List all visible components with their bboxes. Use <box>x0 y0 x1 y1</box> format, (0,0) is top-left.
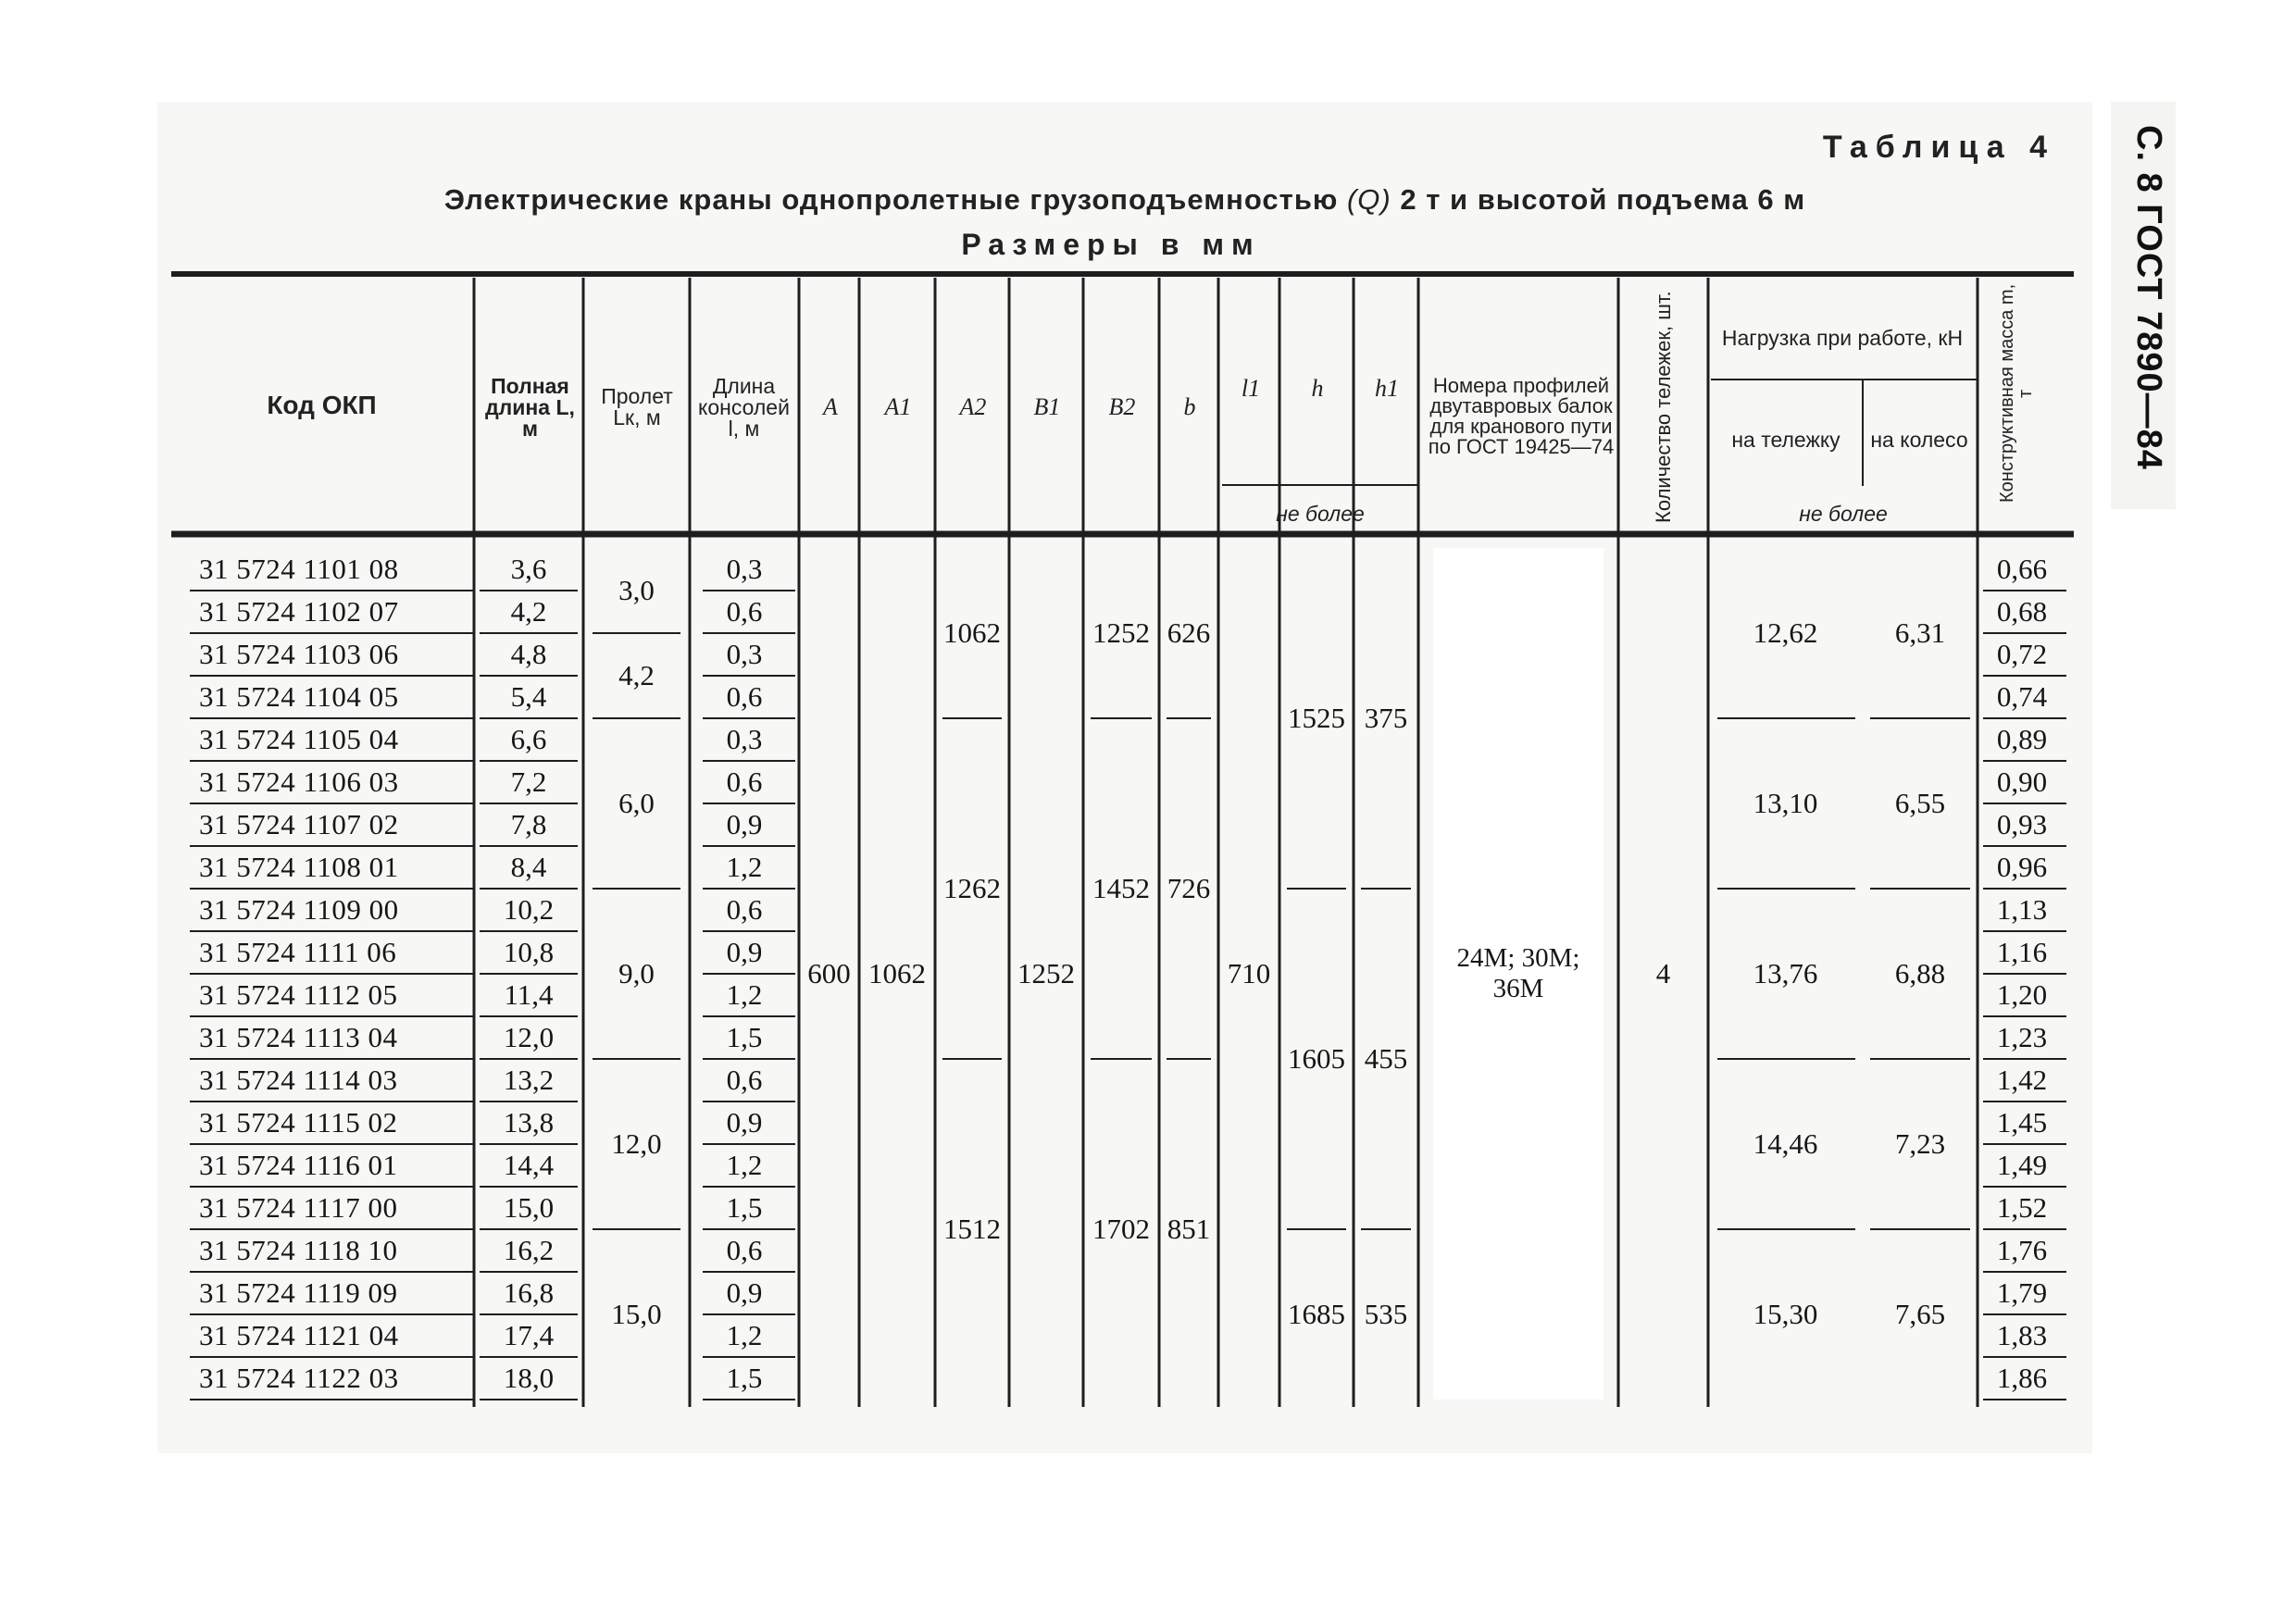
full-length-cell: 18,0 <box>503 1362 555 1394</box>
load-trolley-cell: 15,30 <box>1753 1298 1818 1331</box>
mass-cell: 1,16 <box>1996 936 2048 968</box>
full-length-cell: 11,4 <box>504 978 554 1011</box>
mass-cell: 1,83 <box>1996 1319 2048 1351</box>
header-trolleys: Количество тележек, шт. <box>1652 291 1675 523</box>
mass-cell: 0,90 <box>1996 765 2048 798</box>
h1-group-cell: 375 <box>1364 702 1408 735</box>
B2-group-cell: 1452 <box>1092 872 1150 905</box>
okp-code-cell: 31 5724 1116 01 <box>199 1149 398 1181</box>
mass-cell: 1,76 <box>1996 1234 2048 1266</box>
header-on-wheel: на колесо <box>1870 427 1968 452</box>
load-wheel-cell: 6,55 <box>1894 787 1946 820</box>
header-l1: l1 <box>1241 375 1261 402</box>
h1-group-cell: 455 <box>1364 1042 1408 1076</box>
mass-cell: 1,13 <box>1996 893 2048 926</box>
full-length-cell: 13,8 <box>503 1106 555 1139</box>
mass-cell: 0,72 <box>1996 638 2048 670</box>
full-length-cell: 7,8 <box>510 808 547 840</box>
header-A1: A1 <box>884 393 912 420</box>
okp-code-cell: 31 5724 1112 05 <box>199 978 398 1011</box>
header-span: Пролет Lк, м <box>601 384 673 429</box>
okp-code-cell: 31 5724 1117 00 <box>199 1191 398 1224</box>
load-wheel-cell: 6,88 <box>1894 957 1946 990</box>
okp-code-cell: 31 5724 1109 00 <box>199 893 399 926</box>
title-prefix: Электрические краны однопролетные грузоподъемностью <box>443 183 1339 216</box>
console-length-cell: 0,6 <box>726 893 763 926</box>
console-length-cell: 0,3 <box>726 553 763 585</box>
profiles-shared-cell: 24М; 30М; 36М <box>1433 548 1603 1400</box>
console-length-cell: 0,9 <box>726 808 763 840</box>
B2-group-cell: 1252 <box>1092 616 1150 650</box>
load-wheel-cell: 6,31 <box>1894 616 1946 650</box>
okp-code-cell: 31 5724 1106 03 <box>199 765 399 798</box>
header-h: h <box>1311 375 1324 402</box>
mass-cell: 1,86 <box>1996 1362 2048 1394</box>
load-trolley-cell: 12,62 <box>1753 616 1818 650</box>
mass-cell: 0,93 <box>1996 808 2048 840</box>
A-shared-cell: 600 <box>807 957 851 990</box>
okp-code-cell: 31 5724 1103 06 <box>199 638 399 670</box>
units-line: Размеры в мм <box>961 228 1261 261</box>
mass-cell: 1,23 <box>1996 1021 2048 1053</box>
span-group-cell: 6,0 <box>618 787 655 820</box>
load-trolley-cell: 13,76 <box>1753 957 1818 990</box>
okp-code-cell: 31 5724 1108 01 <box>199 851 399 883</box>
okp-code-cell: 31 5724 1121 04 <box>199 1319 399 1351</box>
span-group-cell: 3,0 <box>618 574 655 607</box>
l1-shared-cell: 710 <box>1227 957 1271 990</box>
console-length-cell: 1,2 <box>726 851 763 883</box>
okp-code-cell: 31 5724 1102 07 <box>199 595 399 628</box>
full-length-cell: 17,4 <box>503 1319 555 1351</box>
span-group-cell: 12,0 <box>611 1127 662 1161</box>
b-group-cell: 726 <box>1167 872 1211 905</box>
okp-code-cell: 31 5724 1107 02 <box>199 808 399 840</box>
mass-cell: 0,89 <box>1996 723 2048 755</box>
header-B1: B1 <box>1033 393 1061 420</box>
full-length-cell: 3,6 <box>510 553 547 585</box>
okp-code-cell: 31 5724 1101 08 <box>199 553 399 585</box>
mass-cell: 1,52 <box>1996 1191 2048 1224</box>
A2-group-cell: 1512 <box>943 1213 1001 1246</box>
load-trolley-cell: 14,46 <box>1753 1127 1818 1161</box>
console-length-cell: 0,6 <box>726 595 763 628</box>
header-B2: B2 <box>1108 393 1136 420</box>
A2-group-cell: 1262 <box>943 872 1001 905</box>
mass-cell: 0,96 <box>1996 851 2048 883</box>
full-length-cell: 4,8 <box>510 638 547 670</box>
mass-cell: 1,49 <box>1996 1149 2048 1181</box>
full-length-cell: 16,8 <box>503 1276 555 1309</box>
A1-shared-cell: 1062 <box>868 957 926 990</box>
console-length-cell: 1,5 <box>726 1191 763 1224</box>
console-length-cell: 1,2 <box>726 1319 763 1351</box>
header-max-note: не более <box>1276 501 1365 526</box>
load-wheel-cell: 7,65 <box>1894 1298 1946 1331</box>
b-group-cell: 626 <box>1167 616 1211 650</box>
load-trolley-cell: 13,10 <box>1753 787 1818 820</box>
full-length-cell: 5,4 <box>510 680 547 713</box>
full-length-cell: 15,0 <box>503 1191 555 1224</box>
B1-shared-cell: 1252 <box>1017 957 1075 990</box>
page-header: С. 8 ГОСТ 7890—84 <box>2129 125 2168 470</box>
console-length-cell: 0,3 <box>726 638 763 670</box>
okp-code-cell: 31 5724 1119 09 <box>199 1276 398 1309</box>
header-profiles: Номера профилей двутавровых балок для кранового пути по ГОСТ 19425—74 <box>1428 374 1615 458</box>
header-mass: Конструктивная масса m, т <box>1997 283 2036 504</box>
header-load-group: Нагрузка при работе, кН <box>1721 325 1964 350</box>
full-length-cell: 6,6 <box>510 723 547 755</box>
full-length-cell: 13,2 <box>503 1064 555 1096</box>
okp-code-cell: 31 5724 1104 05 <box>199 680 399 713</box>
console-length-cell: 1,5 <box>726 1021 763 1053</box>
console-length-cell: 0,6 <box>726 1064 763 1096</box>
B2-group-cell: 1702 <box>1092 1213 1150 1246</box>
header-on-trolley: на тележку <box>1731 427 1841 452</box>
header-load-note: не более <box>1799 501 1888 526</box>
header-full-length: Полная длина L, м <box>485 373 575 441</box>
trolleys-shared-cell: 4 <box>1655 957 1671 990</box>
mass-cell: 0,68 <box>1996 595 2048 628</box>
load-wheel-cell: 7,23 <box>1894 1127 1946 1161</box>
mass-cell: 1,79 <box>1996 1276 2048 1309</box>
full-length-cell: 10,2 <box>503 893 555 926</box>
mass-cell: 1,20 <box>1996 978 2048 1011</box>
console-length-cell: 0,9 <box>726 936 763 968</box>
full-length-cell: 10,8 <box>503 936 555 968</box>
title-suffix: 2 т и высотой подъема 6 м <box>1400 183 1806 216</box>
okp-code-cell: 31 5724 1105 04 <box>199 723 399 755</box>
h-group-cell: 1525 <box>1288 702 1345 735</box>
console-length-cell: 0,6 <box>726 765 763 798</box>
mass-cell: 0,74 <box>1996 680 2048 713</box>
console-length-cell: 1,2 <box>726 1149 763 1181</box>
okp-code-cell: 31 5724 1114 03 <box>199 1064 398 1096</box>
console-length-cell: 1,5 <box>726 1362 763 1394</box>
title-q: (Q) <box>1346 183 1391 216</box>
header-A2: A2 <box>959 393 987 420</box>
header-console: Длина консолей l, м <box>698 373 790 441</box>
header-b: b <box>1183 393 1196 420</box>
h-group-cell: 1685 <box>1288 1298 1345 1331</box>
full-length-cell: 12,0 <box>503 1021 555 1053</box>
span-group-cell: 4,2 <box>618 659 655 692</box>
span-group-cell: 15,0 <box>611 1298 662 1331</box>
full-length-cell: 4,2 <box>510 595 547 628</box>
okp-code-cell: 31 5724 1122 03 <box>199 1362 399 1394</box>
b-group-cell: 851 <box>1167 1213 1211 1246</box>
console-length-cell: 0,6 <box>726 1234 763 1266</box>
console-length-cell: 0,3 <box>726 723 763 755</box>
okp-code-cell: 31 5724 1113 04 <box>199 1021 398 1053</box>
mass-cell: 1,45 <box>1996 1106 2048 1139</box>
mass-cell: 0,66 <box>1996 553 2048 585</box>
okp-code-cell: 31 5724 1118 10 <box>199 1234 398 1266</box>
header-code: Код ОКП <box>267 390 377 419</box>
full-length-cell: 8,4 <box>510 851 547 883</box>
console-length-cell: 0,9 <box>726 1106 763 1139</box>
table-label: Таблица 4 <box>1822 130 2055 165</box>
console-length-cell: 0,6 <box>726 680 763 713</box>
full-length-cell: 7,2 <box>510 765 547 798</box>
h1-group-cell: 535 <box>1364 1298 1408 1331</box>
okp-code-cell: 31 5724 1111 06 <box>199 936 397 968</box>
full-length-cell: 14,4 <box>503 1149 555 1181</box>
full-length-cell: 16,2 <box>503 1234 555 1266</box>
mass-cell: 1,42 <box>1996 1064 2048 1096</box>
A2-group-cell: 1062 <box>943 616 1001 650</box>
console-length-cell: 0,9 <box>726 1276 763 1309</box>
span-group-cell: 9,0 <box>618 957 655 990</box>
header-h1: h1 <box>1375 375 1399 402</box>
okp-code-cell: 31 5724 1115 02 <box>199 1106 398 1139</box>
header-A: A <box>823 393 838 420</box>
h-group-cell: 1605 <box>1288 1042 1345 1076</box>
console-length-cell: 1,2 <box>726 978 763 1011</box>
